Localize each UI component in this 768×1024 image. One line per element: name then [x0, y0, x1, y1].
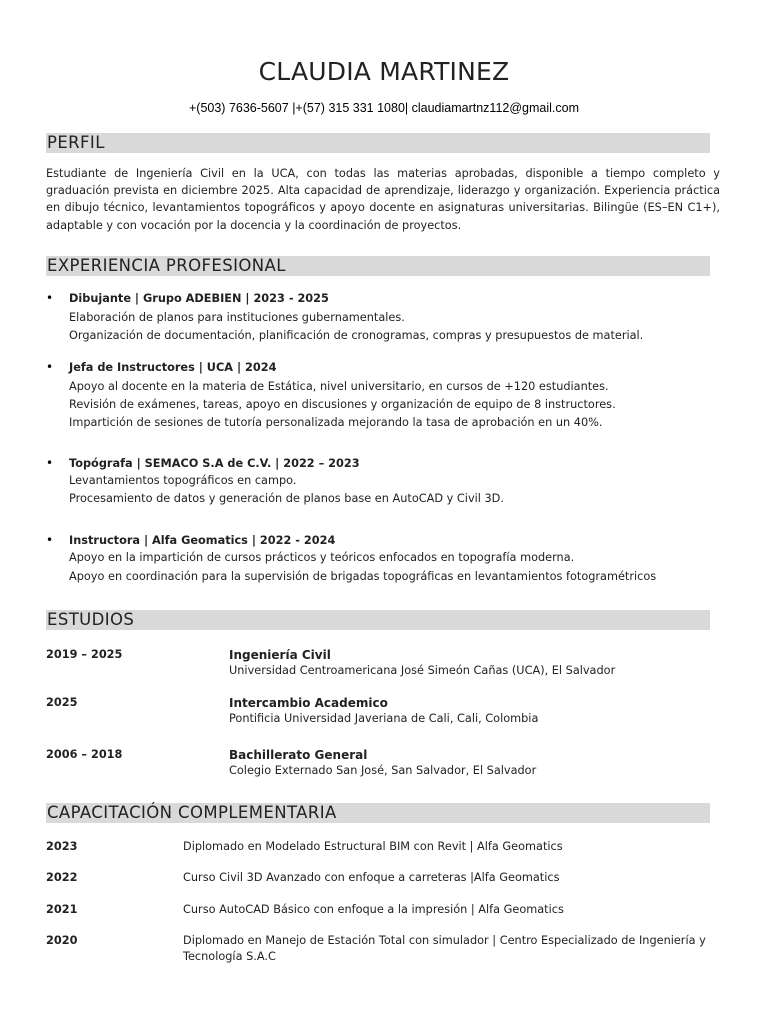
- section-title: PERFIL: [47, 133, 105, 152]
- training-year: 2023: [46, 840, 78, 853]
- education-years: 2006 – 2018: [46, 748, 123, 761]
- education-years: 2019 – 2025: [46, 648, 123, 661]
- education-institution: Pontificia Universidad Javeriana de Cali, Cali, Colombia: [229, 712, 539, 725]
- section-heading-experience: [46, 256, 710, 276]
- section-title: CAPACITACIÓN COMPLEMENTARIA: [47, 803, 337, 822]
- job-detail: Apoyo en coordinación para la supervisión de brigadas topográficas en levantamientos fotogramétricos: [69, 570, 657, 583]
- job-title: Topógrafa | SEMACO S.A de C.V. | 2022 – 2023: [69, 457, 360, 470]
- profile-summary: Estudiante de Ingeniería Civil en la UCA, con todas las materias aprobadas, disponible a tiempo completo y graduación prevista en diciembre 2025. Alta capacidad de aprendizaje, liderazgo y organización. Experiencia práctica en dibujo técnico, levantamientos topográficos y apoyo docente en asignaturas universitarias. Bilingüe (ES–EN C1+), adaptable y con vocación por la docencia y la coordinación de proyectos.: [46, 167, 720, 232]
- education-years: 2025: [46, 696, 78, 709]
- candidate-name: CLAUDIA MARTINEZ: [258, 57, 510, 86]
- bullet-icon: •: [46, 291, 54, 305]
- job-detail: Impartición de sesiones de tutoría personalizada mejorando la tasa de aprobación en un 40%.: [69, 416, 603, 429]
- training-course: Curso Civil 3D Avanzado con enfoque a carreteras |Alfa Geomatics: [183, 871, 560, 884]
- bullet-icon: •: [46, 456, 54, 470]
- training-course: Diplomado en Manejo de Estación Total con simulador | Centro Especializado de Ingeniería y Tecnología S.A.C: [183, 934, 706, 963]
- bullet-icon: •: [46, 360, 54, 374]
- job-detail: Elaboración de planos para instituciones gubernamentales.: [69, 311, 405, 324]
- job-title: Instructora | Alfa Geomatics | 2022 - 2024: [69, 534, 336, 547]
- job-title: Jefa de Instructores | UCA | 2024: [69, 361, 277, 374]
- education-degree: Ingeniería Civil: [229, 648, 331, 662]
- education-institution: Colegio Externado San José, San Salvador, El Salvador: [229, 764, 537, 777]
- bullet-icon: •: [46, 533, 54, 547]
- job-detail: Levantamientos topográficos en campo.: [69, 474, 297, 487]
- education-degree: Intercambio Academico: [229, 696, 388, 710]
- training-year: 2022: [46, 871, 78, 884]
- job-detail: Apoyo al docente en la materia de Estática, nivel universitario, en cursos de +120 estudiantes.: [69, 380, 609, 393]
- training-course: Diplomado en Modelado Estructural BIM con Revit | Alfa Geomatics: [183, 840, 563, 853]
- job-title: Dibujante | Grupo ADEBIEN | 2023 - 2025: [69, 292, 329, 305]
- training-year: 2020: [46, 934, 78, 947]
- section-heading-training: [46, 803, 710, 823]
- training-year: 2021: [46, 903, 78, 916]
- section-title: EXPERIENCIA PROFESIONAL: [47, 256, 286, 275]
- education-institution: Universidad Centroamericana José Simeón Cañas (UCA), El Salvador: [229, 664, 616, 677]
- education-degree: Bachillerato General: [229, 748, 368, 762]
- section-title: ESTUDIOS: [47, 610, 135, 629]
- job-detail: Procesamiento de datos y generación de planos base en AutoCAD y Civil 3D.: [69, 492, 504, 505]
- training-course: Curso AutoCAD Básico con enfoque a la impresión | Alfa Geomatics: [183, 903, 564, 916]
- section-heading-profile: [46, 133, 710, 153]
- contact-info: +(503) 7636-5607 |+(57) 315 331 1080| claudiamartnz112@gmail.com: [188, 101, 580, 115]
- job-detail: Organización de documentación, planificación de cronogramas, compras y presupuestos de material.: [69, 329, 644, 342]
- job-detail: Apoyo en la impartición de cursos prácticos y teóricos enfocados en topografía moderna.: [69, 551, 575, 564]
- job-detail: Revisión de exámenes, tareas, apoyo en discusiones y organización de equipo de 8 instructores.: [69, 398, 616, 411]
- section-heading-education: [46, 610, 710, 630]
